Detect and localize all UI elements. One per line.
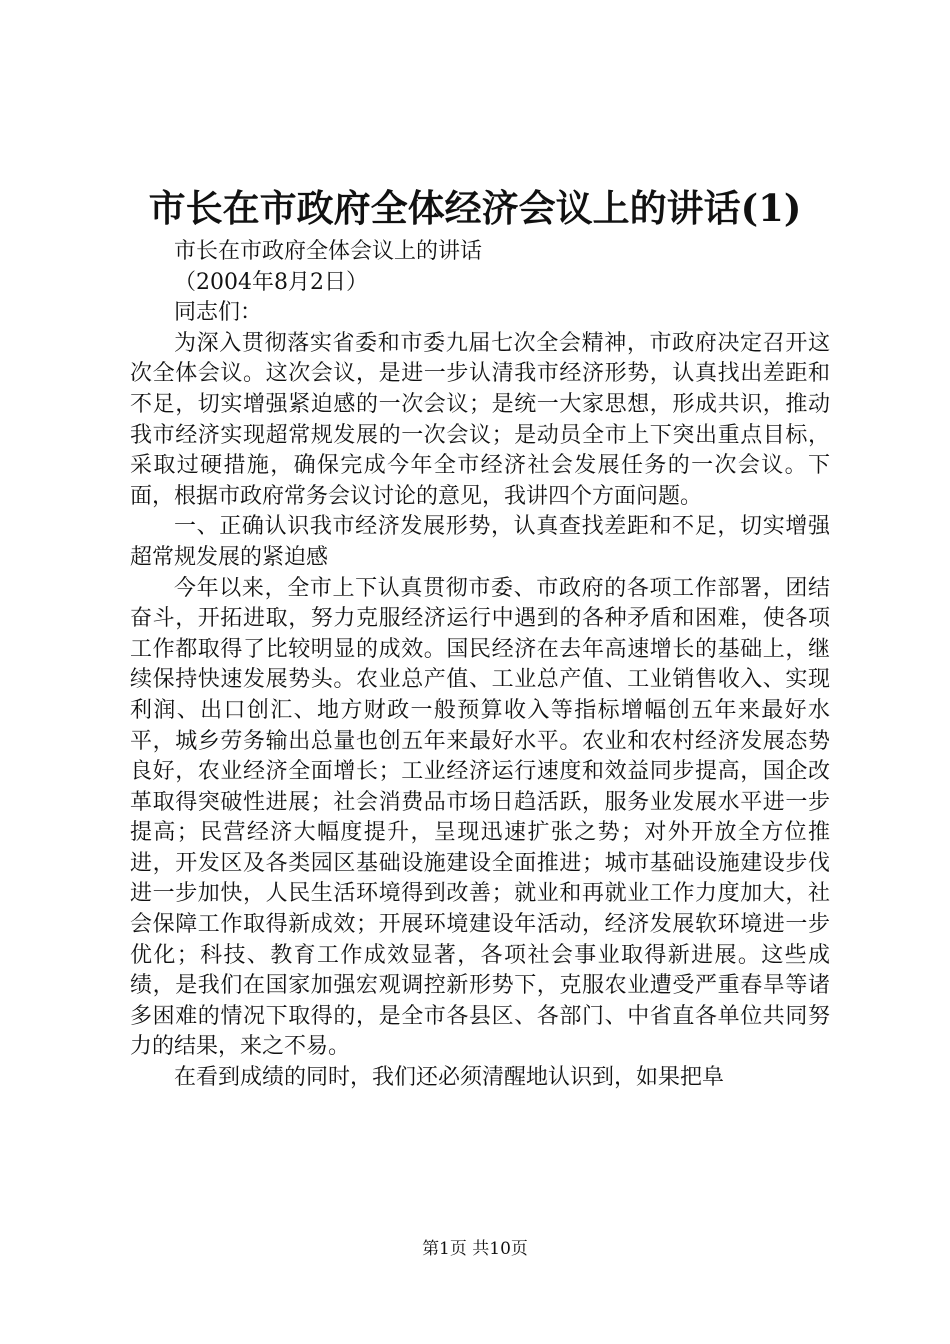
document-title: 市长在市政府全体经济会议上的讲话(1) <box>148 186 802 230</box>
paragraph-intro: 为深入贯彻落实省委和市委九届七次全会精神，市政府决定召开这次全体会议。这次会议，是进一步认清我市经济形势，认真找出差距和不足，切实增强紧迫感的一次会议；是统一大家思想，形成共识，推动我市经济实现超常规发展的一次会议；是动员全市上下突出重点目标，采取过硬措施，确保完成今年全市经济社会发展任务的一次会议。下面，根据市政府常务会议讨论的意见，我讲四个方面问题。 <box>130 330 830 509</box>
document-body <box>130 237 830 1094</box>
salutation: 同志们： <box>174 300 263 326</box>
speech-subtitle: 市长在市政府全体会议上的讲话 <box>174 239 483 264</box>
speech-date: （2004年8月2日） <box>174 269 368 295</box>
paragraph-achievements: 今年以来，全市上下认真贯彻市委、市政府的各项工作部署，团结奋斗，开拓进取，努力克服经济运行中遇到的各种矛盾和困难，使各项工作都取得了比较明显的成效。国民经济在去年高速增长的基础上，继续保持快速发展势头。农业总产值、工业总产值、工业销售收入、实现利润、出口创汇、地方财政一般预算收入等指标增幅创五年来最好水平，城乡劳务输出总量也创五年来最好水平。农业和农村经济发展态势良好，农业经济全面增长；工业经济运行速度和效益同步提高，国企改革取得突破性进展；社会消费品市场日趋活跃，服务业发展水平进一步提高；民营经济大幅度提升，呈现迅速扩张之势；对外开放全方位推进，开发区及各类园区基础设施建设全面推进；城市基础设施建设步伐进一步加快，人民生活环境得到改善；就业和再就业工作力度加大，社会保障工作取得新成效；开展环境建设年活动，经济发展软环境进一步优化；科技、教育工作成效显著，各项社会事业取得新进展。这些成绩，是我们在国家加强宏观调控新形势下，克服农业遭受严重春旱等诸多困难的情况下取得的，是全市各县区、各部门、中省直各单位共同努力的结果，来之不易。 <box>130 575 830 1060</box>
section-heading-one: 一、正确认识我市经济发展形势，认真查找差距和不足，切实增强超常规发展的紧迫感 <box>130 514 830 570</box>
page-number-footer: 第1页 共10页 <box>422 1239 528 1259</box>
paragraph-continuation: 在看到成绩的同时，我们还必须清醒地认识到，如果把阜 <box>174 1065 725 1091</box>
